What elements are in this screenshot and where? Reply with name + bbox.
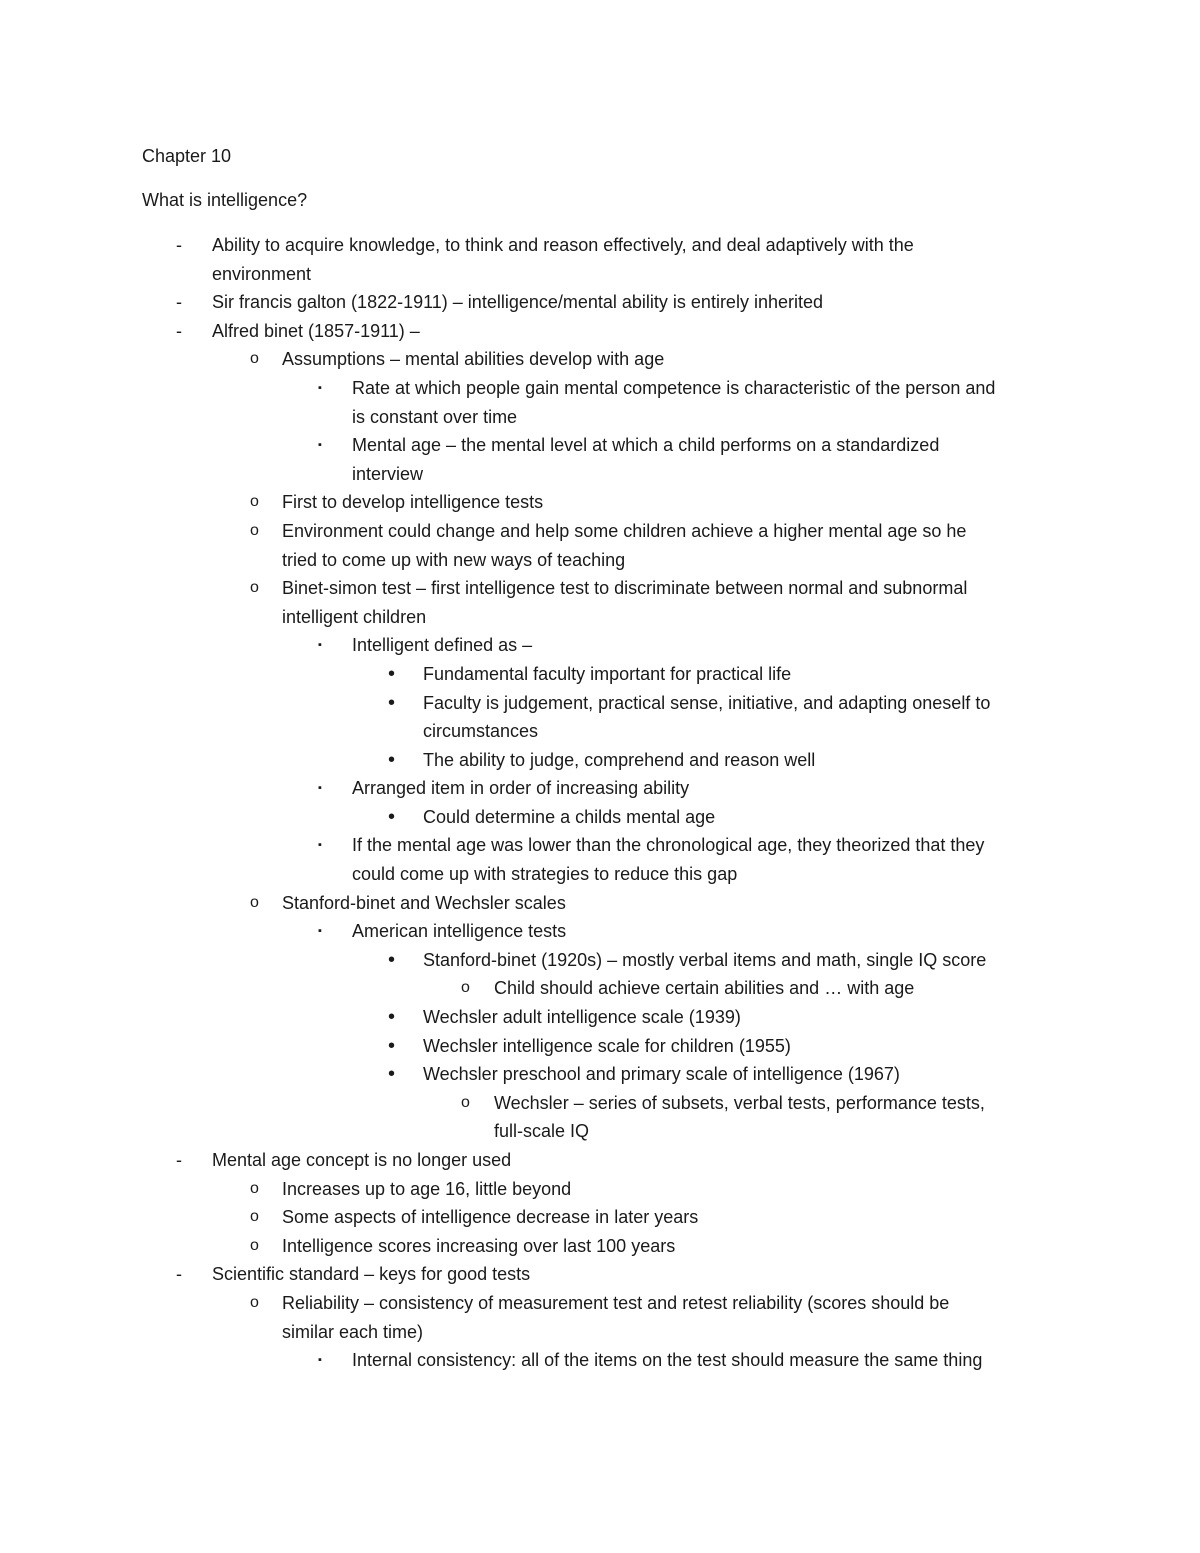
outline-item bbox=[0, 1175, 1200, 1204]
outline-item bbox=[0, 574, 1200, 631]
dash-marker: - bbox=[176, 1264, 182, 1285]
outline-item-text bbox=[212, 231, 1072, 288]
outline-item bbox=[0, 317, 1200, 346]
outline-item-text bbox=[423, 1060, 1073, 1089]
dash-marker: - bbox=[176, 235, 182, 255]
outline-item bbox=[0, 689, 1200, 746]
circle-marker: o bbox=[250, 521, 259, 539]
bullet-marker: • bbox=[388, 1063, 396, 1086]
square-marker: ▪ bbox=[318, 1354, 322, 1367]
outline-line: American intelligence tests bbox=[352, 921, 567, 942]
circle-marker: o bbox=[250, 493, 259, 511]
outline-item-text bbox=[423, 803, 1073, 832]
outline-item-text bbox=[282, 889, 1072, 918]
outline-line: Stanford-binet (1920s) – mostly verbal items and math, single IQ score bbox=[423, 949, 987, 970]
outline-line: tried to come up with new ways of teaching bbox=[282, 549, 626, 570]
outline-item bbox=[0, 631, 1200, 660]
outline-item bbox=[0, 660, 1200, 689]
outline-line: Could determine a childs mental age bbox=[423, 806, 716, 827]
outline-item-text bbox=[494, 1089, 1054, 1146]
dash-marker: - bbox=[176, 1150, 182, 1170]
outline-item-text bbox=[282, 1175, 1072, 1204]
bullet-marker: • bbox=[388, 1006, 396, 1029]
outline-line: Assumptions – mental abilities develop with age bbox=[282, 349, 665, 370]
outline-line: Wechsler adult intelligence scale (1939) bbox=[423, 1007, 741, 1028]
outline-item bbox=[0, 517, 1200, 574]
circle-marker: o bbox=[250, 893, 259, 911]
outline-line: Wechsler – series of subsets, verbal tests, performance tests, bbox=[494, 1092, 985, 1113]
outline-item bbox=[0, 803, 1200, 832]
outline-item-text bbox=[352, 917, 1072, 946]
outline-line: full-scale IQ bbox=[494, 1121, 590, 1142]
outline-item-text bbox=[352, 1346, 1072, 1375]
outline-item bbox=[0, 889, 1200, 918]
outline-item bbox=[0, 1289, 1200, 1346]
outline-line: Alfred binet (1857-1911) – bbox=[212, 320, 420, 341]
outline-line: Sir francis galton (1822-1911) – intelligence/mental ability is entirely inherited bbox=[212, 292, 823, 313]
outline-line: interview bbox=[352, 463, 424, 484]
outline-item-text bbox=[212, 1260, 1072, 1289]
square-marker: ▪ bbox=[318, 925, 322, 938]
outline-item-text bbox=[282, 1232, 1072, 1261]
outline-line: Fundamental faculty important for practical life bbox=[423, 663, 792, 684]
notes-outline bbox=[0, 231, 1200, 1375]
outline-item bbox=[0, 1146, 1200, 1175]
outline-item bbox=[0, 946, 1200, 975]
bullet-marker: • bbox=[388, 748, 396, 771]
outline-item bbox=[0, 1089, 1200, 1146]
outline-item bbox=[0, 231, 1200, 288]
outline-item bbox=[0, 917, 1200, 946]
outline-line: Intelligence scores increasing over last 100 years bbox=[282, 1235, 676, 1256]
outline-line: Mental age concept is no longer used bbox=[212, 1150, 512, 1170]
outline-item-text bbox=[352, 831, 1072, 888]
outline-line: is constant over time bbox=[352, 406, 518, 427]
square-marker: ▪ bbox=[318, 439, 322, 452]
circle-marker: o bbox=[250, 1208, 259, 1226]
outline-item-text bbox=[282, 574, 1072, 631]
outline-line: Stanford-binet and Wechsler scales bbox=[282, 892, 566, 913]
outline-item bbox=[0, 1003, 1200, 1032]
circle-marker: o bbox=[250, 350, 259, 368]
outline-item bbox=[0, 831, 1200, 888]
outline-item bbox=[0, 746, 1200, 775]
outline-item-text bbox=[282, 345, 1072, 374]
outline-item-text bbox=[352, 631, 1072, 660]
bullet-marker: • bbox=[388, 691, 396, 714]
outline-item-text bbox=[423, 746, 1073, 775]
outline-item-text bbox=[423, 1003, 1073, 1032]
outline-line: Child should achieve certain abilities and … with age bbox=[494, 978, 915, 999]
outline-line: Internal consistency: all of the items on the test should measure the same thing bbox=[352, 1350, 983, 1371]
outline-item bbox=[0, 974, 1200, 1003]
outline-item-text bbox=[423, 660, 1073, 689]
outline-item-text bbox=[352, 374, 1072, 431]
bullet-marker: • bbox=[388, 662, 396, 685]
outline-item bbox=[0, 1232, 1200, 1261]
outline-item-text bbox=[212, 1146, 1072, 1175]
outline-item bbox=[0, 288, 1200, 317]
outline-item-text bbox=[282, 1289, 1072, 1346]
outline-item bbox=[0, 1032, 1200, 1061]
outline-item bbox=[0, 1346, 1200, 1375]
outline-line: Wechsler preschool and primary scale of intelligence (1967) bbox=[423, 1064, 900, 1085]
outline-line: Scientific standard – keys for good tests bbox=[212, 1264, 531, 1285]
section-question: What is intelligence? bbox=[142, 190, 308, 210]
outline-line: circumstances bbox=[423, 721, 539, 742]
outline-item bbox=[0, 774, 1200, 803]
circle-marker: o bbox=[250, 579, 259, 597]
outline-item-text bbox=[212, 317, 1072, 346]
outline-line: Some aspects of intelligence decrease in later years bbox=[282, 1207, 699, 1228]
dash-marker: - bbox=[176, 292, 182, 313]
outline-line: Binet-simon test – first intelligence test to discriminate between normal and subnormal bbox=[282, 578, 968, 599]
outline-item-text bbox=[352, 774, 1072, 803]
circle-marker: o bbox=[250, 1293, 259, 1311]
outline-line: could come up with strategies to reduce this gap bbox=[352, 864, 738, 885]
circle-marker: o bbox=[461, 979, 470, 997]
outline-line: Faculty is judgement, practical sense, initiative, and adapting oneself to bbox=[423, 692, 991, 713]
outline-item-text bbox=[282, 488, 1072, 517]
outline-item-text bbox=[212, 288, 1072, 317]
square-marker: ▪ bbox=[318, 639, 322, 652]
outline-item bbox=[0, 374, 1200, 431]
outline-line: Arranged item in order of increasing ability bbox=[352, 778, 690, 799]
outline-line: environment bbox=[212, 263, 312, 284]
circle-marker: o bbox=[250, 1179, 259, 1197]
outline-item-text bbox=[423, 1032, 1073, 1061]
dash-marker: - bbox=[176, 320, 182, 341]
outline-line: Intelligent defined as – bbox=[352, 635, 533, 656]
outline-item-text bbox=[494, 974, 1054, 1003]
outline-item-text bbox=[282, 517, 1072, 574]
outline-line: If the mental age was lower than the chronological age, they theorized that they bbox=[352, 835, 985, 856]
outline-item bbox=[0, 488, 1200, 517]
square-marker: ▪ bbox=[318, 782, 322, 795]
bullet-marker: • bbox=[388, 1034, 396, 1057]
outline-line: Wechsler intelligence scale for children (1955) bbox=[423, 1035, 791, 1056]
outline-line: Reliability – consistency of measurement test and retest reliability (scores should be bbox=[282, 1292, 950, 1313]
outline-item bbox=[0, 1203, 1200, 1232]
outline-item bbox=[0, 345, 1200, 374]
circle-marker: o bbox=[461, 1093, 470, 1111]
square-marker: ▪ bbox=[318, 839, 322, 852]
outline-line: Environment could change and help some children achieve a higher mental age so he bbox=[282, 520, 967, 541]
square-marker: ▪ bbox=[318, 381, 322, 394]
chapter-heading: Chapter 10 bbox=[142, 146, 232, 166]
outline-item-text bbox=[352, 431, 1072, 488]
outline-line: Ability to acquire knowledge, to think and reason effectively, and deal adaptively with the bbox=[212, 235, 914, 255]
outline-item bbox=[0, 1260, 1200, 1289]
outline-item bbox=[0, 1060, 1200, 1089]
outline-item-text bbox=[282, 1203, 1072, 1232]
outline-item bbox=[0, 431, 1200, 488]
bullet-marker: • bbox=[388, 948, 396, 971]
outline-line: Increases up to age 16, little beyond bbox=[282, 1178, 572, 1199]
outline-line: Mental age – the mental level at which a child performs on a standardized bbox=[352, 435, 940, 456]
outline-line: intelligent children bbox=[282, 606, 427, 627]
outline-line: similar each time) bbox=[282, 1321, 424, 1342]
circle-marker: o bbox=[250, 1236, 259, 1254]
outline-line: First to develop intelligence tests bbox=[282, 492, 544, 513]
outline-item-text bbox=[423, 689, 1073, 746]
outline-line: The ability to judge, comprehend and reason well bbox=[423, 749, 816, 770]
outline-item-text bbox=[423, 946, 1073, 975]
bullet-marker: • bbox=[388, 805, 396, 828]
outline-line: Rate at which people gain mental competence is characteristic of the person and bbox=[352, 377, 996, 398]
